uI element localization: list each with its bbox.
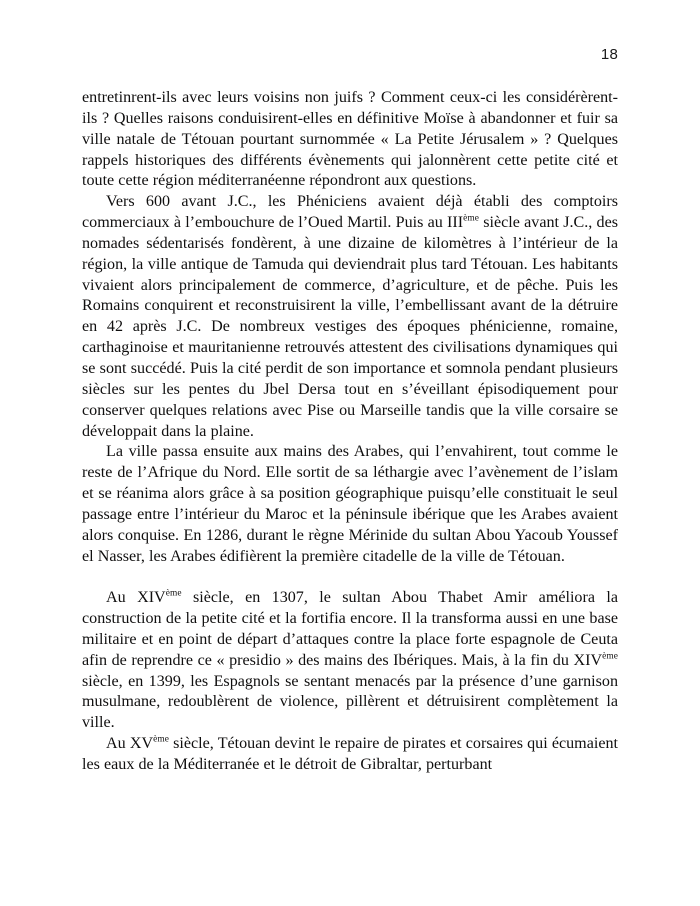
- body-text-column: [82, 88, 618, 776]
- paragraph: [82, 442, 618, 567]
- paragraph-text: siècle, en 1307, le sultan Abou Thabet Amir améliora la construction de la petite cité et la fortifia encore. Il la transforma aussi en une base militaire et en point de départ d’attaques contre la place forte espagnole de Ceuta afin de reprendre ce « presidio » des mains des Ibériques. Mais, à la fin du XIV: [82, 589, 618, 669]
- ordinal-superscript: ème: [153, 734, 169, 745]
- ordinal-superscript: ème: [463, 213, 480, 224]
- paragraph-text: siècle, en 1399, les Espagnols se sentant menacés par la présence d’une garnison musulmane, redoublèrent de violence, pillèrent et détruisirent complètement la ville.: [82, 672, 618, 732]
- paragraph: [82, 192, 618, 442]
- paragraph: [82, 588, 618, 734]
- paragraph-text: Vers 600 avant J.C., les Phéniciens avaient déjà établi des comptoirs commerciaux à l’embouchure de l’Oued Martil. Puis au III: [82, 193, 618, 232]
- page-number: 18: [600, 46, 618, 63]
- paragraph-text: La ville passa ensuite aux mains des Arabes, qui l’envahirent, tout comme le reste de l’Afrique du Nord. Elle sortit de sa léthargie avec l’avènement de l’islam et se réanima alors grâce à sa position géographique puisqu’elle constituait le seul passage entre l’intérieur du Maroc et la péninsule ibérique que les Arabes avaient alors conquise. En 1286, durant le règne Mérinide du sultan Abou Yacoub Youssef el Nasser, les Arabes édifièrent la première citadelle de la ville de Tétouan.: [82, 443, 618, 565]
- paragraph-text: siècle avant J.C., des nomades sédentarisés fondèrent, à une dizaine de kilomètres à l’intérieur de la région, la ville antique de Tamuda qui deviendrait plus tard Tétouan. Les habitants vivaient alors principalement de commerce, d’agriculture, et de pêche. Puis les Romains conquirent et reconstruisirent la ville, l’embellissant avant de la détruire en 42 après J.C. De nombreux vestiges des époques phénicienne, romaine, carthaginoise et mauritanienne retrouvés attestent des civilisations dynamiques qui se sont succédé. Puis la cité perdit de son importance et somnola pendant plusieurs siècles sur les pentes du Jbel Dersa tout en s’éveillant épisodiquement pour conserver quelques relations avec Pise ou Marseille tandis que la ville corsaire se développait dans la plaine.: [82, 214, 618, 440]
- paragraph-text: Au XIV: [106, 589, 166, 607]
- ordinal-superscript: ème: [165, 588, 182, 599]
- paragraph-text: entretinrent-ils avec leurs voisins non juifs ? Comment ceux-ci les considérèrent-ils ? Quelles raisons conduisirent-elles en définitive Moïse à abandonner et fuir sa ville natale de Tétouan pourtant surnommée « La Petite Jérusalem » ? Quelques rappels historiques des différents évènements qui jalonnèrent cette petite cité et toute cette région méditerranéenne répondront aux questions.: [82, 89, 618, 190]
- paragraph: [82, 88, 618, 192]
- paragraph-text: Au XV: [106, 735, 154, 753]
- paragraph-text: siècle, Tétouan devint le repaire de pirates et corsaires qui écumaient les eaux de la Méditerranée et le détroit de Gibraltar, perturbant: [82, 735, 618, 773]
- paragraph: [82, 734, 618, 776]
- ordinal-superscript: ème: [602, 651, 618, 662]
